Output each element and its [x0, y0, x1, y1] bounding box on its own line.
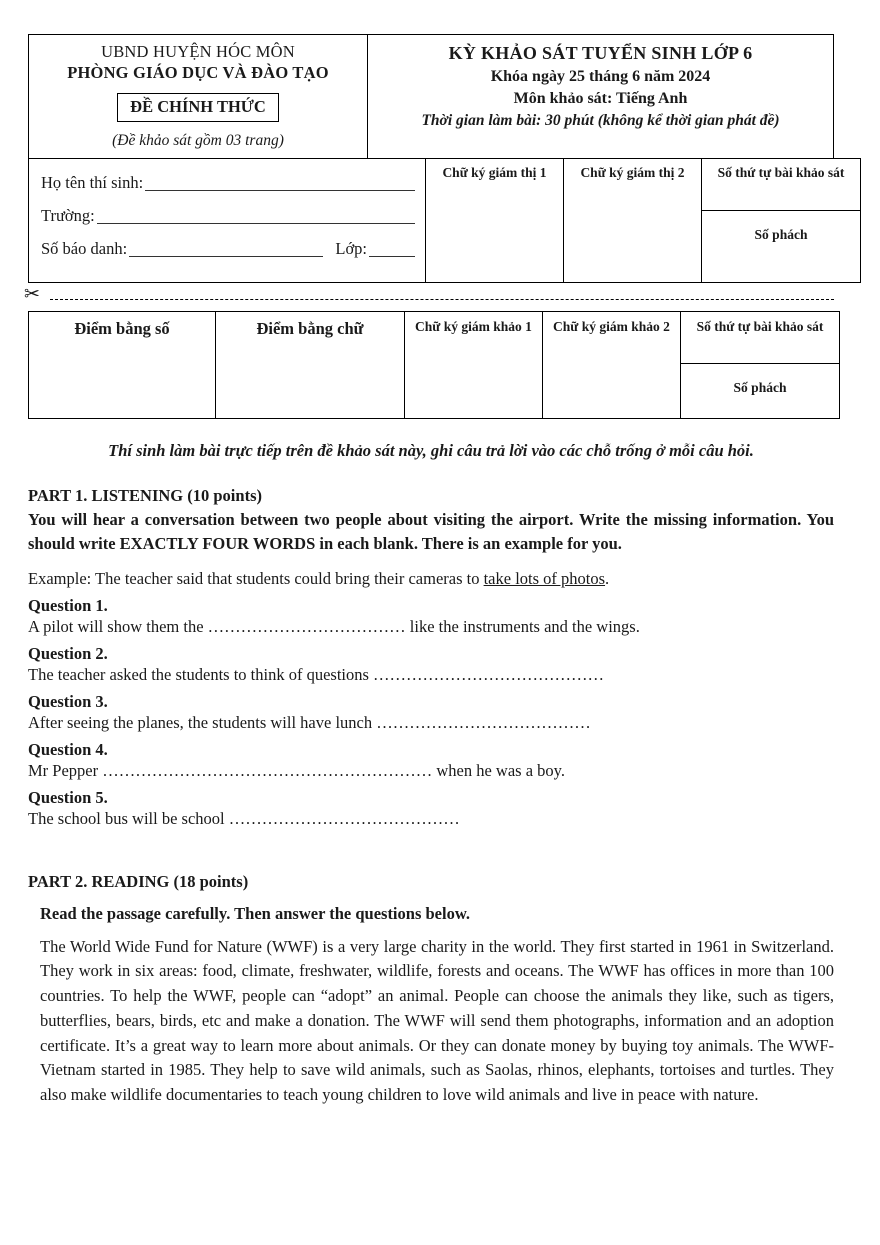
- score-number-input[interactable]: [29, 346, 215, 418]
- question-1-text: [28, 617, 834, 637]
- candidate-class-label: Lớp:: [335, 238, 367, 258]
- question-2-pre: The teacher asked the students to think of questions ……………………………………: [28, 664, 605, 684]
- exam-sheet: [24, 34, 845, 1108]
- candidate-school-label: Trường:: [41, 205, 95, 225]
- question-4-text: [28, 761, 834, 781]
- question-1-pre: A pilot will show them the ………………………………: [28, 616, 406, 636]
- invigilator-2-cell: [564, 158, 702, 282]
- general-instruction: Thí sinh làm bài trực tiếp trên đề khảo sát này, ghi câu trả lời vào các chỗ trống ở mỗi câu hỏi.: [108, 440, 754, 460]
- question-5-pre: The school bus will be school ……………………………………: [28, 808, 460, 828]
- candidate-class-input[interactable]: [369, 242, 415, 257]
- question-4-pre: Mr Pepper ……………………………………………………: [28, 760, 433, 780]
- header-table: [28, 34, 834, 159]
- org-line-1: UBND HUYỆN HÓC MÔN: [101, 42, 295, 61]
- question-2-label: Question 2.: [28, 643, 108, 663]
- marker-1-label: Chữ ký giám khảo 1: [415, 318, 532, 334]
- candidate-school-row: [41, 206, 415, 226]
- part2-subhead: Read the passage carefully. Then answer the questions below.: [40, 903, 470, 923]
- example-prefix: Example: The teacher said that students could bring their cameras to: [28, 568, 484, 588]
- part1-description: You will hear a conversation between two people about visiting the airport. Write the missing information. You should write EXACTLY FOUR WORDS in each blank. There is an example for you.: [28, 509, 834, 553]
- official-exam-stamp: ĐỀ CHÍNH THỨC: [117, 93, 279, 122]
- candidate-name-label: Họ tên thí sinh:: [41, 172, 144, 192]
- exam-time: Thời gian làm bài: 30 phút (không kể thời gian phát đề): [421, 112, 780, 129]
- marks-order-label: Số thứ tự bài khảo sát: [681, 312, 839, 364]
- marker-2-cell: [543, 311, 681, 418]
- header-right-cell: [368, 35, 834, 159]
- question-4-post: when he was a boy.: [432, 760, 565, 780]
- part2-passage: The World Wide Fund for Nature (WWF) is a very large charity in the world. They first started in 1961 in Switzerland. They work in six areas: food, climate, freshwater, wildlife, forests and oceans. The WWF has offices in more than 100 countries. To help the WWF, people can “adopt” an animal. People can choose the animals they like, such as tigers, butterflies, bears, birds, etc and make a donation. The WWF will send them photographs, information and an adoption certificate. It’s a great way to learn more about animals. Or they can donate money by buying toy animals. The WWF-Vietnam started in 1985. They help to save wild animals, such as Saolas, rhinos, elephants, tortoises and turtles. They also make wildlife documentaries to teach young children to love wild animals and live in peace with nature.: [40, 936, 834, 1105]
- scissors-icon: ✂: [24, 283, 40, 305]
- candidate-name-input[interactable]: [145, 176, 415, 191]
- invigilator-1-label: Chữ ký giám thị 1: [442, 164, 547, 180]
- score-words-input[interactable]: [216, 346, 404, 418]
- part1-example: [28, 569, 834, 589]
- part2-title: PART 2. READING (18 points): [28, 871, 249, 891]
- marks-paper-number-cell: [681, 311, 840, 418]
- question-1-post: like the instruments and the wings.: [405, 616, 640, 636]
- pages-note: (Đề khảo sát gồm 03 trang): [112, 131, 284, 149]
- score-number-label: Điểm bằng số: [74, 318, 170, 338]
- cut-line-divider: [24, 283, 834, 311]
- question-3-label: Question 3.: [28, 691, 108, 711]
- dashed-line: [50, 299, 834, 300]
- marker-1-cell: [405, 311, 543, 418]
- section-spacer: [28, 829, 834, 847]
- candidate-id-label: Số báo danh:: [41, 238, 128, 258]
- org-line-2: PHÒNG GIÁO DỤC VÀ ĐÀO TẠO: [67, 63, 329, 83]
- part1-title: PART 1. LISTENING (10 points): [28, 485, 262, 505]
- example-suffix: .: [605, 568, 610, 588]
- invigilator-1-cell: [426, 158, 564, 282]
- paper-order-label: Số thứ tự bài khảo sát: [702, 159, 860, 211]
- candidate-info-table: [28, 158, 861, 283]
- candidate-name-row: [41, 173, 415, 193]
- candidate-id-row: [41, 239, 415, 259]
- exam-date: Khóa ngày 25 tháng 6 năm 2024: [490, 68, 711, 85]
- question-5-text: [28, 809, 834, 829]
- score-words-cell: [216, 311, 405, 418]
- marker-1-input[interactable]: [405, 342, 542, 414]
- question-3-text: [28, 713, 834, 733]
- score-number-cell: [29, 311, 216, 418]
- marker-2-input[interactable]: [543, 342, 680, 414]
- question-2-text: [28, 665, 834, 685]
- invigilator-2-label: Chữ ký giám thị 2: [580, 164, 685, 180]
- paper-phach-label: Số phách: [754, 226, 808, 242]
- candidate-school-input[interactable]: [97, 209, 415, 224]
- score-words-label: Điểm bằng chữ: [256, 318, 364, 338]
- question-5-label: Question 5.: [28, 787, 108, 807]
- marks-phach-label: Số phách: [733, 379, 787, 395]
- question-4-label: Question 4.: [28, 739, 108, 759]
- header-left-cell: [29, 35, 368, 159]
- paper-number-cell: [702, 158, 861, 282]
- example-answer: take lots of photos: [483, 568, 606, 588]
- question-3-pre: After seeing the planes, the students will have lunch …………………………………: [28, 712, 591, 732]
- candidate-id-input[interactable]: [129, 242, 323, 257]
- marks-table: [28, 311, 840, 419]
- exam-title: KỲ KHẢO SÁT TUYỂN SINH LỚP 6: [448, 43, 753, 63]
- candidate-fields-cell: [29, 158, 426, 282]
- question-1-label: Question 1.: [28, 595, 108, 615]
- exam-subject: Môn khảo sát: Tiếng Anh: [513, 90, 688, 107]
- marker-2-label: Chữ ký giám khảo 2: [553, 318, 670, 334]
